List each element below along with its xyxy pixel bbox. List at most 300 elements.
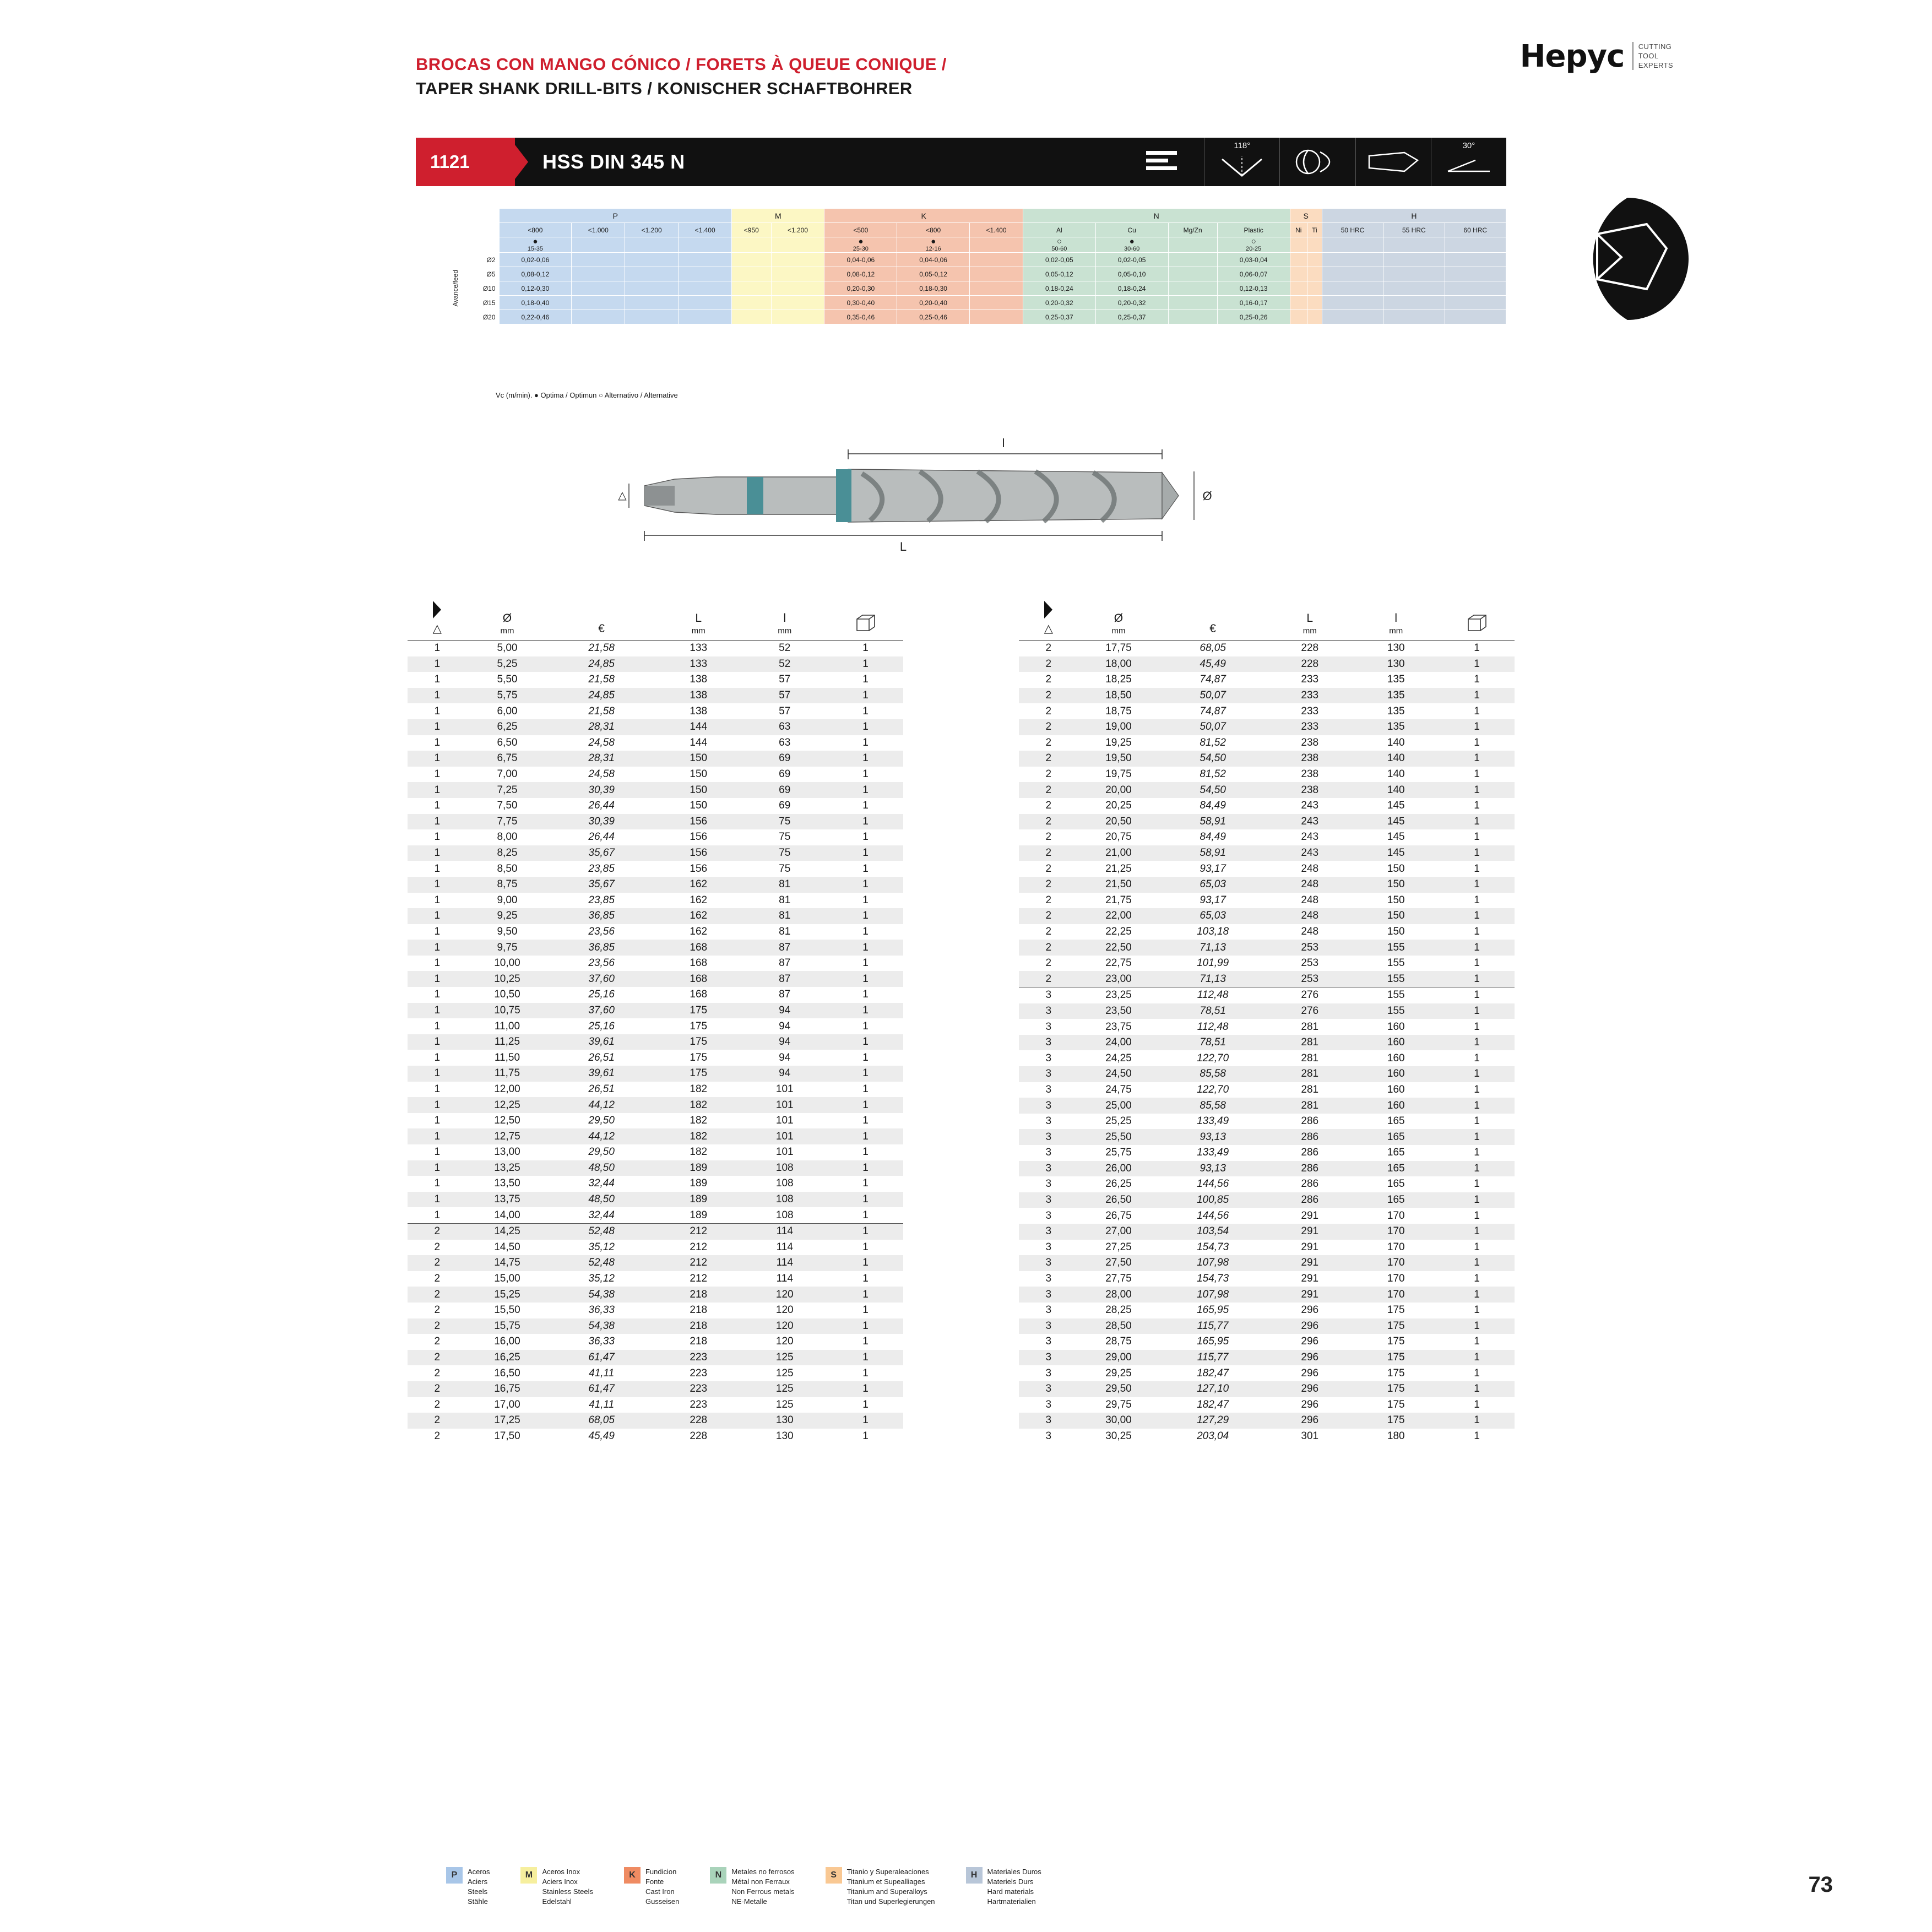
cell-taper: 2: [1019, 751, 1078, 767]
cell-price: 21,58: [588, 642, 615, 654]
table-row[interactable]: [1019, 1208, 1515, 1224]
cell-pack: 1: [862, 989, 869, 1001]
table-row[interactable]: [408, 688, 903, 704]
table-row[interactable]: [1019, 1176, 1515, 1192]
cell-price: 61,47: [547, 1350, 655, 1366]
cell-length-total: 228: [1301, 642, 1319, 654]
cell-diameter: 30,00: [1078, 1413, 1159, 1429]
table-row[interactable]: [1019, 735, 1515, 751]
cell-pack: 1: [1474, 894, 1480, 906]
table-row[interactable]: [408, 641, 903, 656]
matrix-feed-cell: 0,02-0,05: [1023, 253, 1095, 267]
table-row[interactable]: [1019, 924, 1515, 940]
th-length-total-left: L mm: [655, 600, 742, 641]
cell-diameter: 20,50: [1078, 814, 1159, 830]
table-row[interactable]: [408, 1365, 903, 1381]
table-row[interactable]: [1019, 767, 1515, 783]
cell-diameter: 27,50: [1078, 1255, 1159, 1271]
table-row[interactable]: [408, 719, 903, 735]
matrix-row-label: Ø2: [466, 253, 499, 267]
cell-taper: 1: [434, 989, 441, 1001]
cell-length-flute: 101: [775, 1115, 794, 1127]
table-row[interactable]: [1019, 1334, 1515, 1350]
table-row[interactable]: [408, 971, 903, 987]
table-row[interactable]: [408, 1334, 903, 1350]
cell-length-flute: 170: [1353, 1287, 1439, 1303]
cell-price: 32,44: [588, 1177, 615, 1190]
cell-price: 65,03: [1159, 908, 1267, 924]
table-row[interactable]: [408, 656, 903, 672]
cell-length-flute: 69: [779, 768, 791, 780]
cell-diameter: 17,00: [494, 1398, 520, 1410]
cell-pack: 1: [862, 736, 869, 748]
table-row[interactable]: [408, 672, 903, 688]
cell-price: 107,98: [1159, 1287, 1267, 1303]
brand-logo: [1520, 39, 1673, 74]
table-row[interactable]: [408, 845, 903, 861]
table-row[interactable]: [1019, 987, 1515, 1003]
cell-length-flute: 108: [741, 1192, 828, 1208]
matrix-feed-cell: [771, 310, 824, 324]
table-row[interactable]: [1019, 829, 1515, 845]
table-row[interactable]: [408, 1018, 903, 1034]
matrix-subcol: <1.400: [679, 223, 732, 237]
cell-length-total: 138: [690, 674, 708, 686]
cell-taper: 3: [1019, 1318, 1078, 1334]
cell-length-total: 238: [1301, 736, 1319, 748]
matrix-feed-cell: [1383, 296, 1445, 310]
matrix-feed-cell: [572, 267, 625, 281]
table-row[interactable]: [408, 1255, 903, 1271]
cell-length-flute: 130: [1353, 656, 1439, 672]
table-row[interactable]: [1019, 1413, 1515, 1429]
matrix-row-label: Ø10: [466, 281, 499, 296]
cell-price: 144,56: [1197, 1178, 1229, 1190]
cell-taper: 1: [434, 1146, 441, 1158]
cell-taper: 3: [1045, 1209, 1052, 1222]
cell-price: 25,16: [588, 1020, 615, 1032]
table-row[interactable]: [1019, 877, 1515, 893]
cell-length-flute: 81: [741, 877, 828, 893]
matrix-vc-cell: [771, 237, 824, 253]
table-row[interactable]: [408, 1144, 903, 1160]
table-row[interactable]: [408, 1176, 903, 1192]
table-row[interactable]: [1019, 861, 1515, 877]
table-row[interactable]: [1019, 1066, 1515, 1082]
table-row[interactable]: [1019, 1035, 1515, 1051]
table-row[interactable]: [408, 1429, 903, 1445]
cell-length-flute: 165: [1353, 1161, 1439, 1177]
table-row[interactable]: [1019, 1082, 1515, 1098]
table-row[interactable]: [408, 940, 903, 956]
cell-length-total: 291: [1267, 1255, 1353, 1271]
cell-diameter: 8,75: [467, 877, 548, 893]
table-row[interactable]: [1019, 1129, 1515, 1145]
cell-price: 133,49: [1197, 1147, 1229, 1159]
cell-length-flute: 170: [1387, 1241, 1405, 1253]
table-row[interactable]: [408, 1207, 903, 1223]
cell-price: 36,85: [547, 940, 655, 956]
matrix-feed-cell: 0,25-0,46: [897, 310, 970, 324]
table-row[interactable]: [1019, 1287, 1515, 1303]
cell-pack: 1: [862, 1367, 869, 1379]
table-row[interactable]: [408, 924, 903, 940]
table-row[interactable]: [1019, 1255, 1515, 1271]
cell-price: 58,91: [1159, 845, 1267, 861]
cell-length-total: 182: [655, 1097, 742, 1113]
cell-length-flute: 145: [1353, 814, 1439, 830]
cell-diameter: 7,50: [497, 800, 518, 812]
cell-diameter: 16,50: [494, 1367, 520, 1379]
table-row[interactable]: [1019, 956, 1515, 972]
table-row[interactable]: [408, 877, 903, 893]
cell-diameter: 29,50: [1078, 1381, 1159, 1397]
cell-diameter: 6,00: [497, 705, 518, 717]
cell-diameter: 16,25: [467, 1350, 548, 1366]
table-row[interactable]: [408, 767, 903, 783]
cell-price: 44,12: [547, 1097, 655, 1113]
cell-length-total: 182: [655, 1128, 742, 1144]
table-row[interactable]: [1019, 1240, 1515, 1256]
product-drawing: [611, 435, 1261, 562]
table-row[interactable]: [408, 861, 903, 877]
table-row[interactable]: [1019, 798, 1515, 814]
matrix-feed-cell: 0,05-0,12: [897, 267, 970, 281]
cell-taper: 3: [1019, 1003, 1078, 1019]
cell-length-flute: 94: [741, 1034, 828, 1050]
cell-diameter: 20,75: [1105, 831, 1132, 843]
helix-angle-label: 30°: [1462, 141, 1475, 150]
table-row[interactable]: [1019, 908, 1515, 924]
cell-pack: 1: [1439, 814, 1515, 830]
cell-length-flute: 120: [741, 1287, 828, 1303]
cell-length-total: 248: [1267, 877, 1353, 893]
table-row[interactable]: [1019, 971, 1515, 987]
cell-pack: 1: [1474, 1430, 1480, 1442]
cell-price: 50,07: [1159, 688, 1267, 704]
cell-pack: 1: [1474, 1209, 1480, 1222]
flute-section-icon: [1279, 138, 1355, 186]
cell-pack: 1: [1474, 642, 1480, 654]
table-row[interactable]: [408, 1066, 903, 1082]
table-row[interactable]: [1019, 688, 1515, 704]
cell-length-flute: 150: [1387, 894, 1405, 906]
cell-taper: 3: [1019, 1129, 1078, 1145]
cell-taper: 3: [1045, 1304, 1052, 1316]
table-row[interactable]: [1019, 1271, 1515, 1287]
cell-taper: 1: [408, 845, 467, 861]
table-row[interactable]: [408, 956, 903, 972]
cell-length-flute: 81: [779, 925, 791, 937]
cell-price: 37,60: [547, 971, 655, 987]
table-row[interactable]: [1019, 656, 1515, 672]
cell-pack: 1: [828, 1318, 903, 1334]
cell-price: 103,18: [1197, 925, 1229, 937]
legend-item-S: [826, 1867, 935, 1907]
svg-text:l: l: [1002, 436, 1005, 450]
matrix-feed-cell: 0,06-0,07: [1217, 267, 1290, 281]
cell-diameter: 28,75: [1105, 1336, 1132, 1348]
cell-pack: 1: [862, 642, 869, 654]
table-row[interactable]: [1019, 641, 1515, 656]
table-row[interactable]: [1019, 1098, 1515, 1114]
cell-price: 133,49: [1197, 1115, 1229, 1127]
table-row[interactable]: [408, 1050, 903, 1066]
table-row[interactable]: [408, 1192, 903, 1208]
table-row[interactable]: [408, 987, 903, 1003]
cell-diameter: 28,50: [1078, 1318, 1159, 1334]
table-row[interactable]: [408, 1271, 903, 1287]
cell-price: 23,56: [588, 925, 615, 937]
matrix-feed-cell: [1290, 267, 1307, 281]
table-row[interactable]: [408, 1034, 903, 1050]
cell-taper: 2: [1045, 894, 1052, 906]
matrix-feed-cell: [1307, 281, 1322, 296]
cell-length-total: 248: [1301, 894, 1319, 906]
table-row[interactable]: [1019, 1003, 1515, 1019]
cell-price: 61,47: [547, 1381, 655, 1397]
cell-pack: 1: [1439, 1318, 1515, 1334]
table-row[interactable]: [408, 1287, 903, 1303]
cell-diameter: 8,25: [467, 845, 548, 861]
matrix-feed-cell: 0,20-0,32: [1095, 296, 1168, 310]
cell-pack: 1: [862, 1430, 869, 1442]
cell-taper: 2: [1019, 688, 1078, 704]
table-header-right: [1019, 600, 1515, 641]
cell-length-flute: 57: [779, 674, 791, 686]
table-row[interactable]: [408, 1397, 903, 1413]
cell-pack: 1: [828, 1128, 903, 1144]
cell-price: 45,49: [1159, 656, 1267, 672]
table-row[interactable]: [1019, 940, 1515, 956]
cell-price: 26,51: [588, 1051, 615, 1063]
cell-taper: 1: [434, 1177, 441, 1190]
cell-length-flute: 155: [1353, 987, 1439, 1003]
cell-diameter: 9,50: [497, 925, 518, 937]
cell-length-total: 233: [1301, 674, 1319, 686]
matrix-subcol: Mg/Zn: [1168, 223, 1217, 237]
table-row[interactable]: [408, 1350, 903, 1366]
cell-price: 39,61: [547, 1066, 655, 1082]
cell-pack: 1: [828, 814, 903, 830]
cell-price: 24,85: [547, 688, 655, 704]
cell-diameter: 29,25: [1105, 1367, 1132, 1379]
cell-length-flute: 101: [741, 1097, 828, 1113]
cell-taper: 3: [1019, 1381, 1078, 1397]
cell-length-total: 296: [1267, 1350, 1353, 1366]
cell-length-total: 223: [690, 1367, 708, 1379]
cutting-data-matrix: [452, 208, 1506, 324]
cell-diameter: 26,50: [1078, 1192, 1159, 1208]
cell-price: 112,48: [1197, 1021, 1229, 1033]
table-row[interactable]: [408, 735, 903, 751]
table-row[interactable]: [408, 1223, 903, 1239]
cell-taper: 2: [408, 1381, 467, 1397]
table-row[interactable]: [1019, 1224, 1515, 1240]
table-row[interactable]: [408, 1413, 903, 1429]
table-row[interactable]: [408, 751, 903, 767]
table-row[interactable]: [1019, 1145, 1515, 1161]
matrix-feed-cell: [1168, 267, 1217, 281]
matrix-feed-cell: [1383, 253, 1445, 267]
cell-pack: 1: [828, 908, 903, 924]
table-row[interactable]: [1019, 845, 1515, 861]
table-row[interactable]: [408, 1097, 903, 1113]
cell-price: 115,77: [1159, 1350, 1267, 1366]
table-row[interactable]: [1019, 1050, 1515, 1066]
matrix-vc-cell: [732, 237, 771, 253]
matrix-subcol: <800: [499, 223, 572, 237]
cell-pack: 1: [1439, 1287, 1515, 1303]
table-row[interactable]: [408, 782, 903, 798]
cell-pack: 1: [828, 877, 903, 893]
table-row[interactable]: [408, 908, 903, 924]
cell-pack: 1: [1474, 736, 1480, 748]
cell-pack: 1: [1474, 1398, 1480, 1410]
table-row[interactable]: [1019, 893, 1515, 909]
table-row[interactable]: [1019, 1161, 1515, 1177]
cell-length-total: 212: [655, 1223, 742, 1239]
cell-length-total: 243: [1301, 831, 1319, 843]
table-row[interactable]: [1019, 719, 1515, 735]
table-row[interactable]: [1019, 1114, 1515, 1130]
matrix-vc-cell: [1322, 237, 1383, 253]
table-row[interactable]: [408, 1303, 903, 1318]
page-title: [416, 52, 947, 101]
cell-pack: 1: [1474, 1052, 1480, 1064]
matrix-feed-cell: [1307, 310, 1322, 324]
cell-length-total: 228: [690, 1430, 708, 1442]
cell-diameter: 13,75: [467, 1192, 548, 1208]
table-row[interactable]: [408, 829, 903, 845]
matrix-subcol: <500: [824, 223, 897, 237]
table-row[interactable]: [408, 1318, 903, 1334]
th-taper-right: [1019, 600, 1078, 641]
cell-length-total: 168: [655, 971, 742, 987]
table-row[interactable]: [408, 1003, 903, 1019]
svg-text:Ø: Ø: [1202, 489, 1212, 503]
cell-length-total: 243: [1301, 800, 1319, 812]
cell-pack: 1: [862, 1115, 869, 1127]
table-row[interactable]: [408, 1128, 903, 1144]
cell-price: 35,67: [547, 845, 655, 861]
cell-taper: 1: [408, 1097, 467, 1113]
table-row[interactable]: [408, 814, 903, 830]
cell-pack: 1: [1474, 705, 1480, 717]
cell-length-total: 212: [690, 1273, 708, 1285]
table-row[interactable]: [1019, 814, 1515, 830]
matrix-feed-cell: [1290, 310, 1307, 324]
cell-taper: 3: [1045, 1336, 1052, 1348]
table-row[interactable]: [1019, 1019, 1515, 1035]
matrix-feed-cell: [771, 253, 824, 267]
table-row[interactable]: [1019, 1350, 1515, 1366]
cell-pack: 1: [1474, 768, 1480, 780]
th-price-right: €: [1159, 600, 1267, 641]
cell-taper: 1: [434, 736, 441, 748]
table-row[interactable]: [1019, 1397, 1515, 1413]
cell-length-flute: 160: [1387, 1052, 1405, 1064]
matrix-feed-cell: [679, 253, 732, 267]
table-row[interactable]: [408, 798, 903, 814]
matrix-feed-cell: [1307, 267, 1322, 281]
cell-taper: 2: [1019, 845, 1078, 861]
cell-price: 182,47: [1197, 1367, 1229, 1379]
matrix-vc-cell: ● 25-30: [824, 237, 897, 253]
table-row[interactable]: [408, 1381, 903, 1397]
cell-taper: 2: [1045, 768, 1052, 780]
table-row[interactable]: [1019, 1381, 1515, 1397]
table-row[interactable]: [408, 893, 903, 909]
table-row[interactable]: [408, 1113, 903, 1129]
cell-taper: 1: [434, 862, 441, 875]
cell-diameter: 6,50: [497, 736, 518, 748]
matrix-subcol: 55 HRC: [1383, 223, 1445, 237]
cell-length-total: 150: [655, 782, 742, 798]
cell-pack: 1: [1439, 1066, 1515, 1082]
table-row[interactable]: [1019, 1429, 1515, 1445]
table-row[interactable]: [1019, 751, 1515, 767]
cell-diameter: 22,50: [1078, 940, 1159, 956]
table-row[interactable]: [1019, 1192, 1515, 1208]
cell-length-total: 281: [1301, 1083, 1319, 1095]
matrix-feed-cell: [771, 296, 824, 310]
table-row[interactable]: [1019, 672, 1515, 688]
cell-price: 24,58: [588, 768, 615, 780]
cell-pack: 1: [862, 925, 869, 937]
table-row[interactable]: [408, 1240, 903, 1256]
cell-diameter: 10,50: [494, 989, 520, 1001]
cell-diameter: 24,50: [1078, 1066, 1159, 1082]
table-row[interactable]: [408, 1160, 903, 1176]
table-row[interactable]: [1019, 1318, 1515, 1334]
table-row[interactable]: [408, 703, 903, 719]
matrix-feed-cell: [1168, 296, 1217, 310]
table-row[interactable]: [1019, 703, 1515, 719]
cell-price: 122,70: [1197, 1052, 1229, 1064]
cell-length-total: 281: [1267, 1066, 1353, 1082]
cell-length-flute: 108: [775, 1177, 794, 1190]
cell-pack: 1: [1474, 674, 1480, 686]
matrix-group-S: S: [1290, 209, 1322, 223]
cell-price: 35,67: [547, 877, 655, 893]
table-row[interactable]: [1019, 1365, 1515, 1381]
cell-taper: 1: [408, 908, 467, 924]
cell-length-flute: 52: [741, 656, 828, 672]
cell-pack: 1: [1474, 1115, 1480, 1127]
table-row[interactable]: [1019, 1303, 1515, 1318]
cell-pack: 1: [862, 1209, 869, 1221]
cell-diameter: 10,00: [494, 957, 520, 969]
cell-length-flute: 63: [779, 736, 791, 748]
cell-length-flute: 120: [775, 1336, 794, 1348]
cell-diameter: 29,75: [1105, 1398, 1132, 1410]
matrix-feed-cell: [625, 253, 679, 267]
cell-diameter: 21,50: [1078, 877, 1159, 893]
cell-price: 36,33: [588, 1336, 615, 1348]
table-row[interactable]: [1019, 782, 1515, 798]
cell-diameter: 8,00: [497, 831, 518, 843]
matrix-feed-cell: [1383, 267, 1445, 281]
table-row[interactable]: [408, 1082, 903, 1098]
cell-length-flute: 130: [1387, 642, 1405, 654]
cell-length-flute: 165: [1387, 1178, 1405, 1190]
cell-pack: 1: [828, 940, 903, 956]
legend-label: Metales no ferrosos Métal non Ferraux Non Ferrous metals NE-Metalle: [731, 1868, 795, 1906]
cell-length-total: 150: [690, 768, 708, 780]
cell-diameter: 29,00: [1078, 1350, 1159, 1366]
logo-wordmark: Hepyc: [1519, 39, 1625, 74]
